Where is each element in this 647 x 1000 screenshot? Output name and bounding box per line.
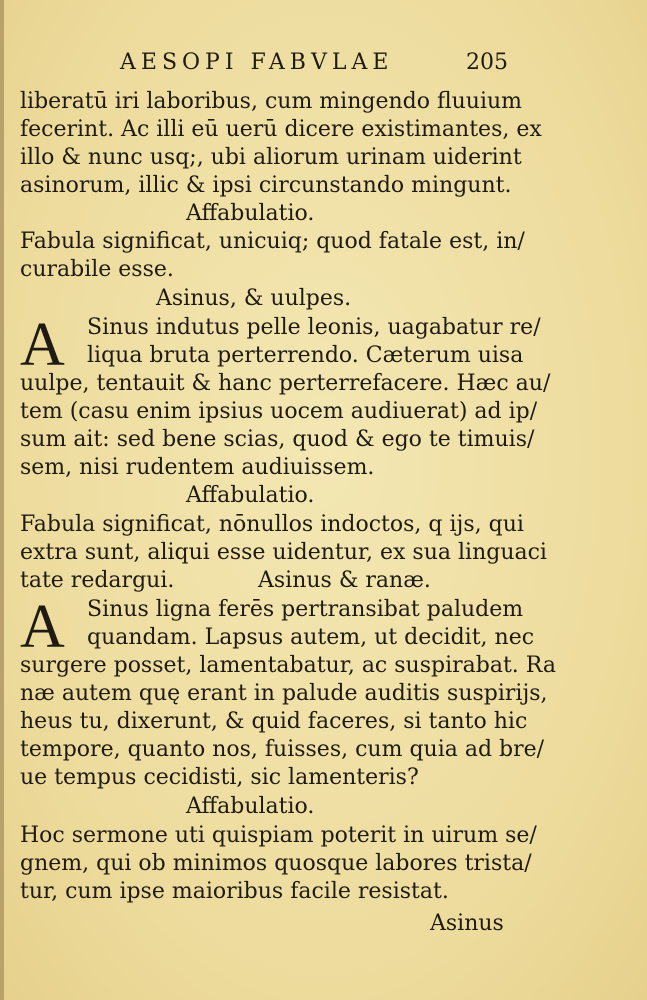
page-number: 205 <box>466 50 508 75</box>
text-line: Fabula significat, nōnullos indoctos, q ijs, qui <box>20 512 524 537</box>
text-line: Fabula significat, unicuiq; quod fatale est, in/ <box>20 229 525 254</box>
text-line: tur, cum ipse maioribus facile resistat. <box>20 879 449 904</box>
text-line: næ autem quę erant in palude auditis suspirijs, <box>20 681 548 706</box>
text-line: tate redargui. <box>20 568 175 593</box>
text-line: curabile esse. <box>20 257 174 282</box>
drop-initial: A <box>20 311 65 379</box>
page-gutter <box>0 0 4 1000</box>
text-line: tem (casu enim ipsius uocem audiuerat) ad ip/ <box>20 399 538 424</box>
text-line: Sinus ligna ferēs pertransibat paludem <box>87 597 524 622</box>
fable-title: Asinus & ranæ. <box>258 568 431 593</box>
catchword: Asinus <box>430 911 504 936</box>
text-line: heus tu, dixerunt, & quid faceres, si tanto hic <box>20 709 528 734</box>
text-line: surgere posset, lamentabatur, ac suspirabat. Ra <box>20 653 556 678</box>
text-line: uulpe, tentauit & hanc perterrefacere. Hæc au/ <box>20 371 551 396</box>
text-line: asinorum, illic & ipsi circunstando mingunt. <box>20 173 512 198</box>
text-line: illo & nunc usq;, ubi aliorum urinam uiderint <box>20 145 522 170</box>
section-heading: Affabulatio. <box>186 201 315 226</box>
section-heading: Affabulatio. <box>186 794 315 819</box>
text-line: liberatū iri laboribus, cum mingendo fluuium <box>20 89 523 114</box>
text-line: Hoc sermone uti quispiam poterit in uirum se/ <box>20 823 537 848</box>
text-line: fecerint. Ac illi eū uerū dicere existimantes, ex <box>20 117 542 142</box>
text-line: quandam. Lapsus autem, ut decidit, nec <box>87 625 535 650</box>
text-line: gnem, qui ob minimos quosque labores trista/ <box>20 851 532 876</box>
text-line: Sinus indutus pelle leonis, uagabatur re/ <box>87 315 541 340</box>
text-line: sum ait: sed bene scias, quod & ego te timuis/ <box>20 427 535 452</box>
text-line: ue tempus cecidisti, sic lamenteris? <box>20 765 419 790</box>
drop-initial: A <box>20 593 65 661</box>
text-line: liqua bruta perterrendo. Cæterum uisa <box>87 343 524 368</box>
text-line: extra sunt, aliqui esse uidentur, ex sua linguaci <box>20 540 547 565</box>
fable-title: Asinus, & uulpes. <box>156 286 352 311</box>
text-line: tempore, quanto nos, fuisses, cum quia ad bre/ <box>20 737 545 762</box>
section-heading: Affabulatio. <box>186 483 315 508</box>
running-title: AESOPI FABVLAE <box>120 50 394 75</box>
text-line: sem, nisi rudentem audiuissem. <box>20 455 375 480</box>
